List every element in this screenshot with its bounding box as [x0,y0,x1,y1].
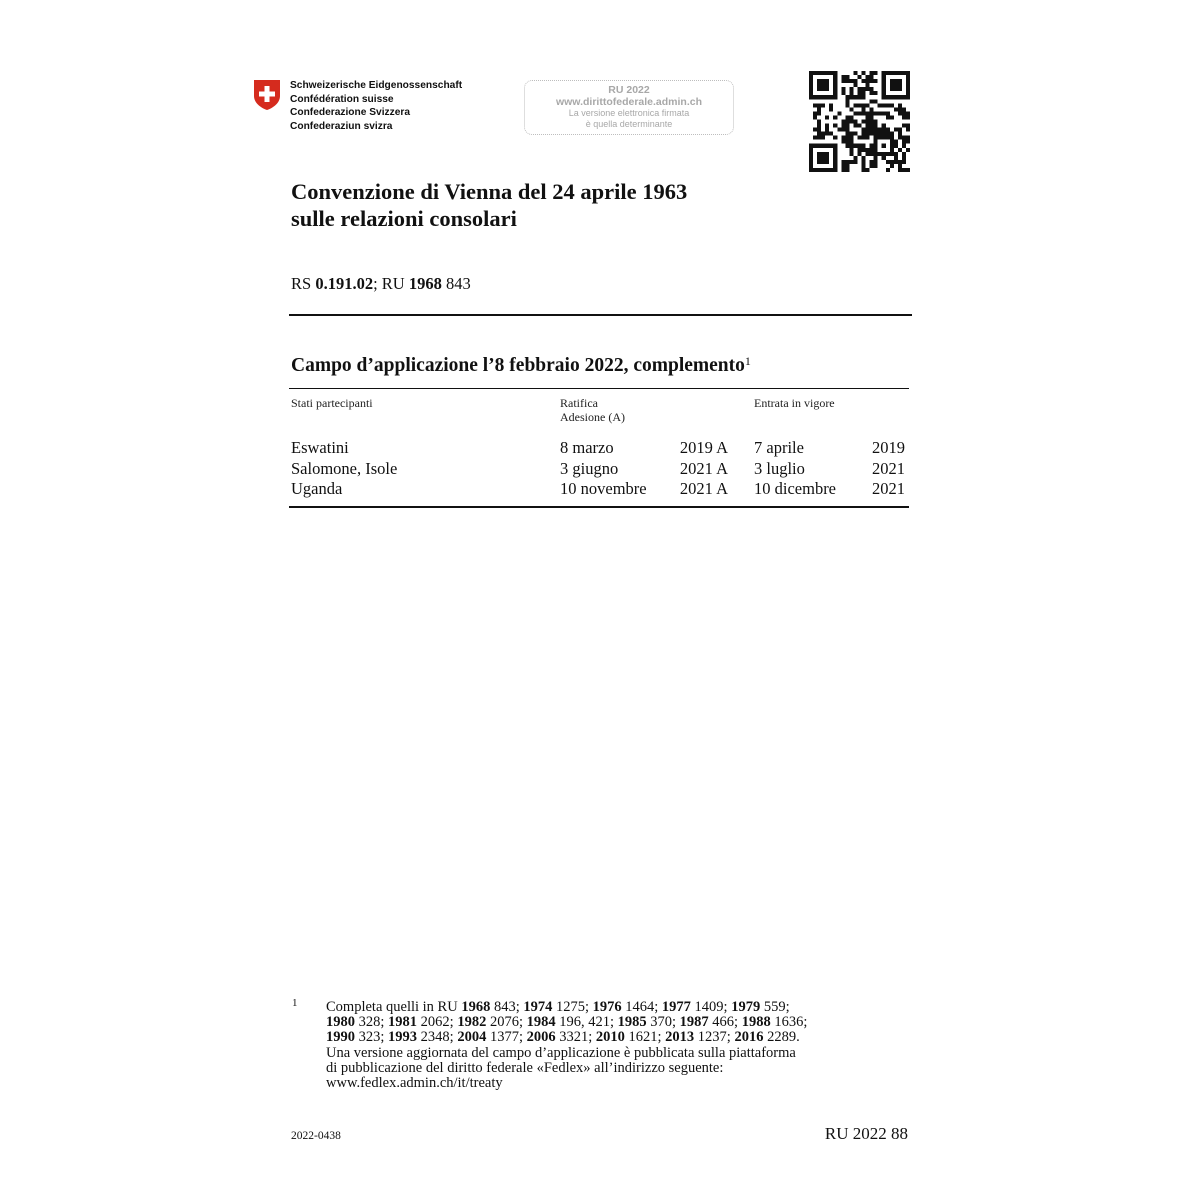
ref-separator: ; RU [373,274,409,293]
footnote-references [326,1000,886,1046]
footnote-ref-year: 1979 [731,999,761,1015]
footnote-line-1: Una versione aggiornata del campo d’applicazione è pubblicata sulla piattaforma [326,1044,796,1061]
table-top-rule [289,388,909,389]
row-0-entry-year: 2019 [872,438,905,457]
footnote-ref-pages: 1275; [552,999,593,1015]
stamp-line-1: RU 2022 [608,84,650,96]
swiss-cross-shield-icon [253,79,281,111]
footnote-ref-pages: 328; [355,1014,389,1031]
page-reference: RU 2022 88 [824,1124,908,1143]
footnote-ref-year: 1987 [679,1014,709,1031]
footnote-reference[interactable]: 1 [744,354,751,368]
document-reference [291,274,471,294]
footnote-ref-pages: 466; [708,1014,742,1031]
footnote-ref-year: 2010 [595,1029,625,1046]
header-ratification [560,397,625,424]
footnote-ref-pages: 323; [355,1029,389,1046]
footnote-ref-pages: 3321; [555,1029,596,1046]
document-number: 2022-0438 [291,1130,341,1142]
footnote-ref-pages: 2289. [763,1029,800,1046]
section-title-text: Campo d’applicazione l’8 febbraio 2022, complemento [291,355,745,376]
title-line-1: Convenzione di Vienna del 24 aprile 1963 [291,179,688,204]
footnote-ref-line [326,1000,886,1015]
row-0-entry-day: 7 aprile [754,438,804,457]
footnote-ref-pages: 2348; [417,1029,458,1046]
footnote-ref-intro: Completa quelli in RU [326,999,462,1015]
table-bottom-rule [289,506,909,508]
header-entry: Entrata in vigore [754,396,835,410]
row-2-ratification-year: 2021 A [679,479,728,498]
row-1-state: Salomone, Isole [291,458,398,478]
footnote-ref-year: 1974 [523,999,553,1015]
footnote-ref-pages: 370; [646,1014,680,1031]
footnote-mark: 1 [292,997,298,1009]
confederation-line-it: Confederazione Svizzera [290,107,411,118]
qr-code-icon [809,71,910,172]
footnote-ref-pages: 196, 421; [555,1014,618,1031]
header-ratification-line-1: Ratifica [560,396,598,410]
title-line-2: sulle relazioni consolari [291,206,517,231]
footnote-ref-year: 2004 [457,1029,487,1046]
footnote-ref-pages: 843; [490,999,524,1015]
footnote-ref-pages: 559; [760,999,790,1015]
row-1-ratification-year: 2021 A [679,458,728,478]
row-1-entry-day: 3 luglio [754,458,805,478]
row-2-entry-day: 10 dicembre [754,479,837,498]
footnote-ref-year: 1976 [592,999,622,1015]
footnote-ref-year: 1990 [326,1029,355,1046]
footnote-ref-pages: 1636; [770,1014,808,1031]
confederation-line-fr: Confédération suisse [290,93,394,105]
confederation-line-rm: Confederaziun svizra [290,120,393,132]
stamp-line-3: La versione elettronica firmata [568,108,690,118]
footnote-ref-line [326,1030,886,1045]
footnote-ref-pages: 1237; [694,1029,735,1046]
document-title [291,178,891,232]
footnote-ref-pages: 1621; [624,1029,666,1046]
footnote-ref-year: 1981 [388,1014,418,1031]
header-states: Stati partecipanti [291,396,373,410]
footnote-ref-year: 1993 [388,1029,418,1046]
footnote-ref-year: 1980 [326,1014,355,1031]
rs-label: RS [291,274,316,293]
section-title [291,349,751,378]
footnote-ref-year: 1977 [661,999,691,1015]
ru-page: 843 [441,274,471,293]
footnote-ref-pages: 2062; [417,1014,458,1031]
footnote-ref-year: 2006 [526,1029,556,1046]
row-0-ratification-year: 2019 A [679,438,728,457]
footnote-ref-pages: 1377; [486,1029,527,1046]
row-1-ratification-day: 3 giugno [560,458,619,478]
header-ratification-line-2: Adesione (A) [560,409,625,424]
row-2-ratification-day: 10 novembre [560,479,647,498]
row-2-entry-year: 2021 [872,479,905,498]
ru-year: 1968 [408,274,442,293]
footnote-ref-pages: 1409; [690,999,732,1015]
footnote-ref-year: 1984 [526,1014,556,1031]
footnote-ref-year: 1968 [461,999,491,1015]
confederation-line-de: Schweizerische Eidgenossenschaft [290,80,463,91]
confederation-name [290,79,462,133]
fedlex-link[interactable]: www.fedlex.admin.ch/it/treaty [326,1075,503,1092]
footnote-ref-year: 1985 [617,1014,647,1031]
footnote-ref-year: 2016 [734,1029,764,1046]
stamp-line-2: www.dirittofederale.admin.ch [555,96,703,108]
footnote-ref-year: 1982 [457,1014,487,1031]
footnote-ref-line [326,1015,886,1030]
title-divider [289,314,912,316]
row-2-state: Uganda [291,479,343,498]
rs-number: 0.191.02 [315,274,374,293]
stamp-line-4: è quella determinante [585,119,673,129]
footnote-line-2: di pubblicazione del diritto federale «Fedlex» all’indirizzo seguente: [326,1059,724,1076]
footnote-ref-year: 1988 [741,1014,771,1031]
row-1-entry-year: 2021 [872,458,905,478]
electronic-version-stamp [524,80,734,135]
footnote-ref-pages: 2076; [486,1014,527,1031]
row-0-ratification-day: 8 marzo [560,438,614,457]
footnote-ref-pages: 1464; [621,999,662,1015]
footnote-text [326,1000,886,1091]
footnote-ref-year: 2013 [665,1029,695,1046]
row-0-state: Eswatini [291,438,349,457]
